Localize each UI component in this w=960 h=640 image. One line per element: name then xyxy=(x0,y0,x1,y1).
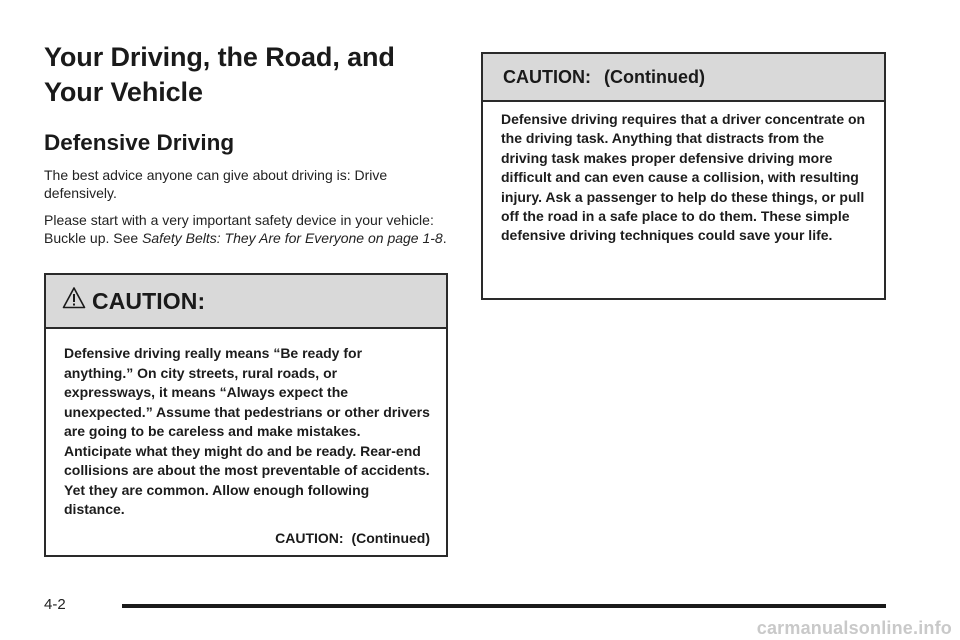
safety-belts-cross-reference: Safety Belts: They Are for Everyone on page 1-8 xyxy=(142,229,443,246)
page-heading: Your Driving, the Road, and Your Vehicle xyxy=(44,42,395,107)
caution-continued-header xyxy=(483,54,884,102)
caution-body: Defensive driving really means “Be ready for anything.” On city streets, rural roads, or expressways, it means “Always expect the unexpected.” Assume that pedestrians or other drivers are going to be careless and make mistakes. Anticipate what they might do and be ready. Rear-end collisions are about the most preventable of accidents. Yet they are common. Allow enough following distance. xyxy=(64,345,430,517)
footer-rule xyxy=(122,604,886,608)
page-number: 4-2 xyxy=(44,596,66,613)
site-watermark: carmanualsonline.info xyxy=(756,618,952,638)
right-column xyxy=(481,52,886,300)
caution-box xyxy=(44,273,448,557)
section-heading: Defensive Driving xyxy=(44,130,235,155)
buckle-paragraph-text: Please start with a very important safety device in your vehicle: Buckle up. See xyxy=(44,212,434,246)
intro-paragraph: The best advice anyone can give about driving is: Drive defensively. xyxy=(44,167,388,201)
caution-header xyxy=(46,275,446,329)
caution-title: CAUTION: xyxy=(92,287,206,314)
warning-triangle-icon xyxy=(62,286,86,310)
caution-continued-body: Defensive driving requires that a driver concentrate on the driving task. Anything that distracts from the driving task makes proper defensive driving more difficult and can even cause a collision, with resulting injury. Ask a passenger to help do these things, or pull off the road in a safe place to do them. These simple defensive driving techniques could save your life. xyxy=(501,111,866,244)
caution-continued-label: CAUTION: (Continued) xyxy=(275,529,430,546)
left-column xyxy=(44,40,448,557)
caution-continued-title: CAUTION: (Continued) xyxy=(503,66,705,87)
buckle-paragraph xyxy=(44,212,448,247)
caution-continued-box xyxy=(481,52,886,300)
buckle-paragraph-end: . xyxy=(442,229,447,246)
